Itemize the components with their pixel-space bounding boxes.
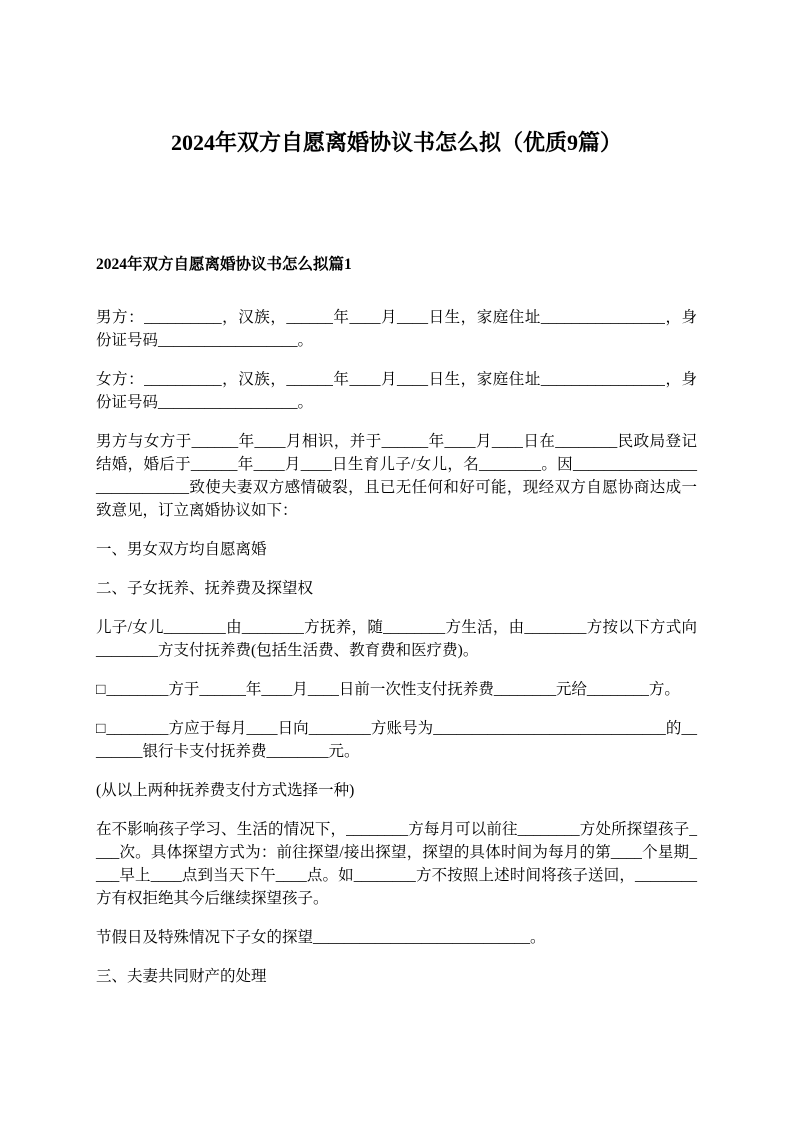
paragraph-payment-option-monthly xyxy=(96,717,697,763)
paragraph-clause-two-heading: 二、子女抚养、抚养费及探望权 xyxy=(96,580,314,598)
paragraph-payment-note: (从以上两种抚养费支付方式选择一种) xyxy=(96,782,355,800)
paragraph-child-custody: 儿子/女儿________由________方抚养，随________方生活，由________方按以下方式向________方支付抚养费(包括生活费、教育费和医疗费)。 xyxy=(96,619,697,660)
paragraph-wife-info: 女方：__________，汉族，______年____月____日生，家庭住址________________，身份证号码__________________。 xyxy=(96,371,697,412)
paragraph-text: ________方于______年____月____日前一次性支付抚养费________元给________方。 xyxy=(106,681,680,699)
paragraph-marriage-background: 男方与女方于______年____月相识，并于______年____月____日在________民政局登记结婚，婚后于______年____月____日生育儿子/女儿，名________。因____________________________致使夫妻双方感情破裂，且已无任何和好可能，现经双方自愿协商达成一致意见，订立离婚协议如下： xyxy=(96,433,697,520)
paragraph-clause-one: 一、男女双方均自愿离婚 xyxy=(96,541,267,559)
paragraph-husband-info: 男方：__________，汉族，______年____月____日生，家庭住址________________，身份证号码__________________。 xyxy=(96,309,697,350)
paragraph-holiday-visitation: 节假日及特殊情况下子女的探望____________________________。 xyxy=(96,929,546,947)
checkbox-icon: □ xyxy=(96,681,106,699)
paragraph-text: ________方应于每月____日向________方账号为______________________________的________银行卡支付抚养费________元。 xyxy=(96,720,697,761)
section-heading: 2024年双方自愿离婚协议书怎么拟篇1 xyxy=(96,255,352,273)
paragraph-visitation: 在不影响孩子学习、生活的情况下，________方每月可以前往________方处所探望孩子____次。具体探望方式为：前往探望/接出探望，探望的具体时间为每月的第____个星期____早上____点到当天下午____点。如________方不按照上述时间将孩子送回，________方有权拒绝其今后继续探望孩子。 xyxy=(96,821,697,908)
paragraph-clause-three-heading: 三、夫妻共同财产的处理 xyxy=(96,968,267,986)
document-title: 2024年双方自愿离婚协议书怎么拟（优质9篇） xyxy=(170,130,622,155)
paragraph-payment-option-lumpsum xyxy=(96,678,697,701)
checkbox-icon: □ xyxy=(96,720,106,738)
